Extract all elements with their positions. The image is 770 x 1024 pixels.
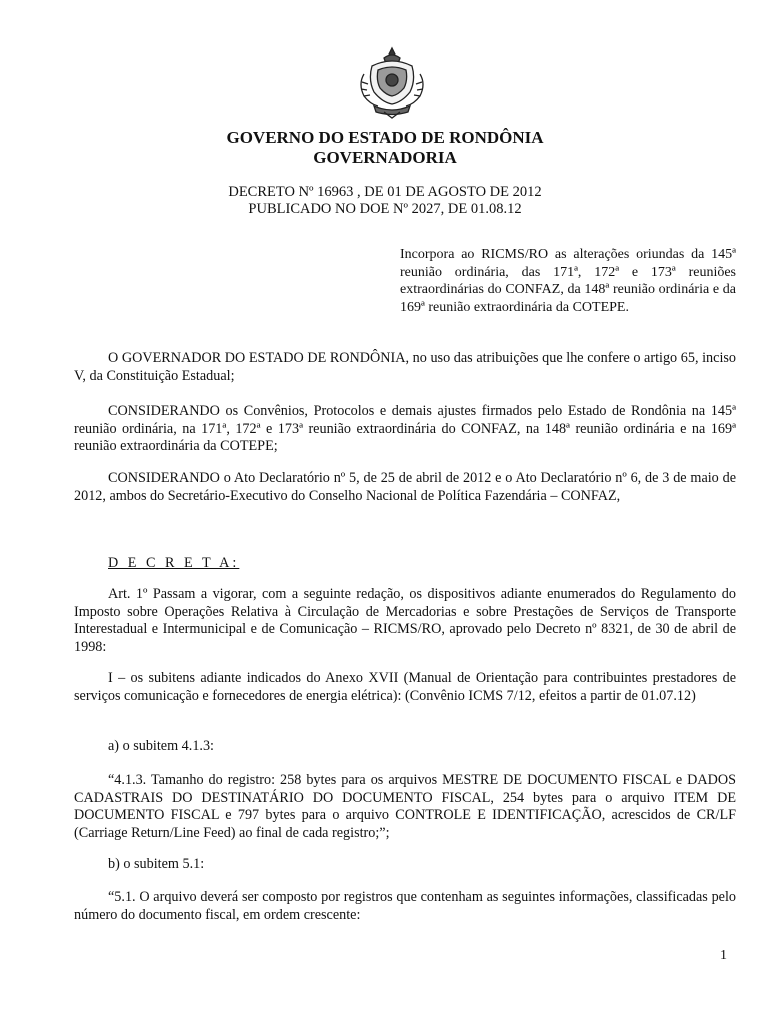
inciso-1: I – os subitens adiante indicados do Anexo XVII (Manual de Orientação para contribuintes prestadores de serviços comunicação e fornecedores de energia elétrica): (Convênio ICMS 7/12, efeitos a partir de 01.07.12) — [74, 670, 736, 704]
subitem-4-1-3: “4.1.3. Tamanho do registro: 258 bytes para os arquivos MESTRE DE DOCUMENTO FISCAL e DADOS CADASTRAIS DO DESTINATÁRIO DO DOCUMENTO FISCAL, 254 bytes para o arquivo ITEM DE DOCUMENTO FISCAL e 797 bytes para o arquivo CONTROLE E IDENTIFICAÇÃO, acrescidos de CR/LF (Carriage Return/Line Feed) ao final de cada registro;”; — [74, 772, 736, 841]
decree-number: DECRETO Nº 16963 , DE 01 DE AGOSTO DE 2012 — [228, 184, 542, 200]
paragraph-considerando-1: CONSIDERANDO os Convênios, Protocolos e demais ajustes firmados pelo Estado de Rondônia na 145ª reunião ordinária, na 171ª, 172ª e 173ª reunião extraordinária do CONFAZ, na 148ª reunião ordinária e na 169ª reunião extraordinária da COTEPE; — [74, 403, 736, 454]
governorship-title: GOVERNADORIA — [313, 148, 457, 167]
article-1: Art. 1º Passam a vigorar, com a seguinte redação, os dispositivos adiante enumerados do Regulamento do Imposto sobre Operações Relativa à Circulação de Mercadorias e sobre Prestações de Serviços de Transporte Interestadual e Intermunicipal e de Comunicação – RICMS/RO, aprovado pelo Decreto nº 8321, de 30 de abril de 1998: — [74, 586, 736, 655]
publication-info: PUBLICADO NO DOE Nº 2027, DE 01.08.12 — [248, 201, 522, 217]
subitem-5-1: “5.1. O arquivo deverá ser composto por registros que contenham as seguintes informações, classificadas pelo número do documento fiscal, em ordem crescente: — [74, 889, 736, 923]
paragraph-considerando-2: CONSIDERANDO o Ato Declaratório nº 5, de 25 de abril de 2012 e o Ato Declaratório nº 6, de 3 de maio de 2012, ambos do Secretário-Executivo do Conselho Nacional de Política Fazendária – CONFAZ, — [74, 470, 736, 504]
decree-summary: Incorpora ao RICMS/RO as alterações oriundas da 145ª reunião ordinária, das 171ª, 172ª e 173ª reuniões extraordinárias do CONFAZ, da 148ª reunião ordinária e da 169ª reunião extraordinária da COTEPE. — [400, 247, 736, 315]
government-title: GOVERNO DO ESTADO DE RONDÔNIA — [226, 128, 544, 147]
decreta-heading: D E C R E T A: — [108, 555, 240, 571]
item-b: b) o subitem 5.1: — [108, 856, 205, 872]
item-a: a) o subitem 4.1.3: — [108, 738, 214, 754]
page-number: 1 — [720, 948, 727, 963]
state-coat-of-arms-icon — [354, 44, 430, 120]
paragraph-preamble: O GOVERNADOR DO ESTADO DE RONDÔNIA, no uso das atribuições que lhe confere o artigo 65, inciso V, da Constituição Estadual; — [74, 350, 736, 384]
decreta-wrapper — [108, 555, 308, 573]
